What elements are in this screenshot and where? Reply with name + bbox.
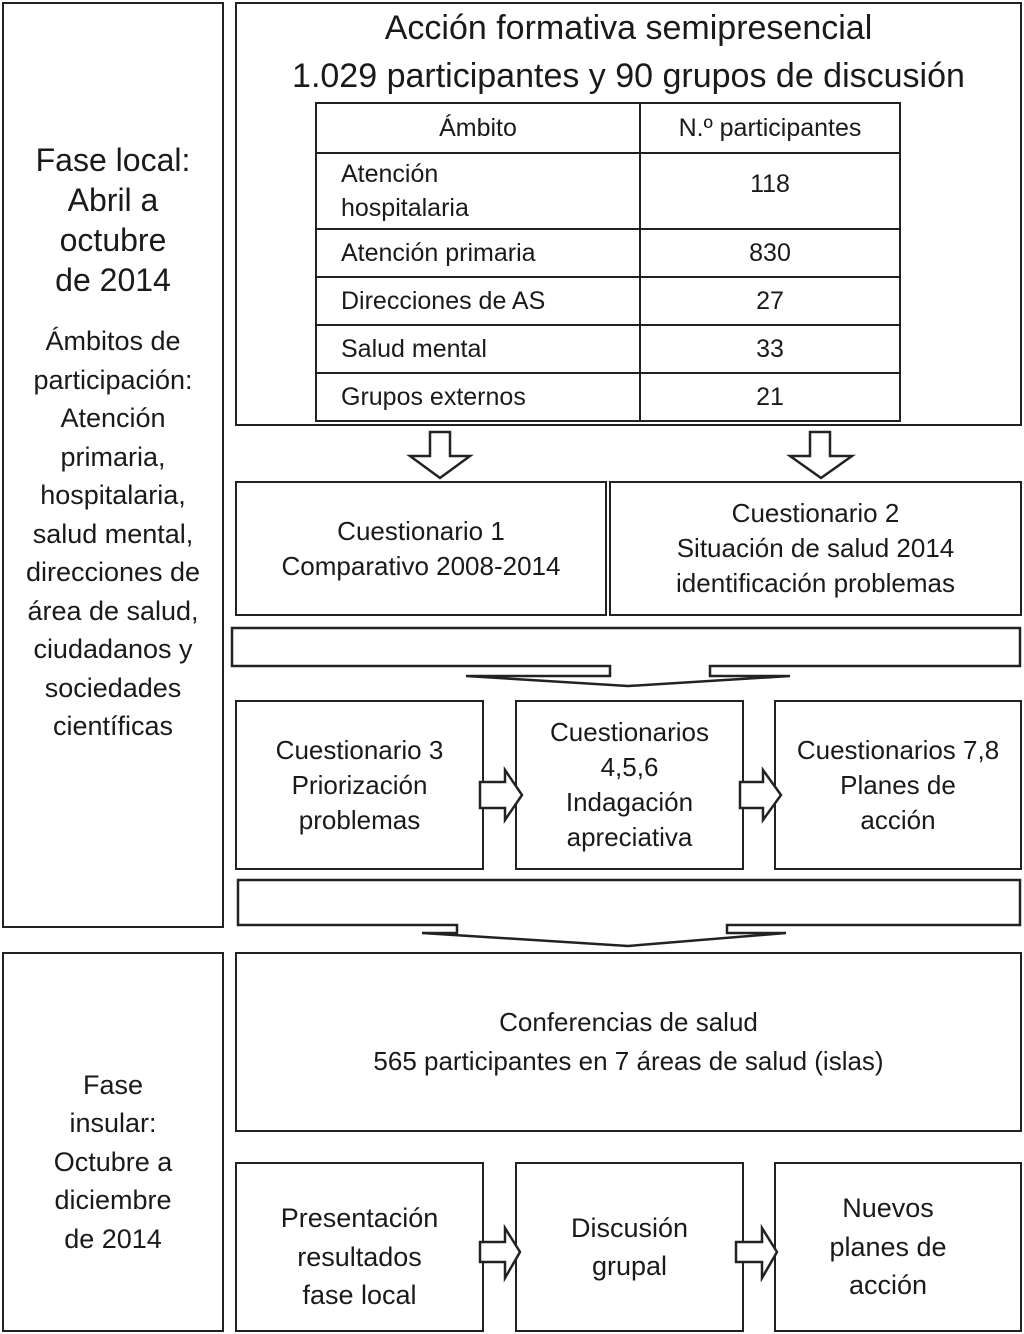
health-conferences-title: Conferencias de salud [499,1007,758,1037]
questionnaire-1-desc: Comparativo 2008-2014 [281,550,561,581]
island-phase-title: de 2014 [64,1223,162,1254]
questionnaires-4-5-6-desc: apreciativa [566,822,693,852]
training-title: Acción formativa semipresencial [384,9,873,47]
questionnaire-3-title: Cuestionario 3 [275,734,444,765]
merge-arrow-icon [232,628,1020,686]
group-discussion-text: grupal [591,1251,668,1281]
presentation-text: resultados [297,1241,422,1272]
local-phase-scope: Ámbitos de [45,326,181,356]
questionnaire-1-title: Cuestionario 1 [337,515,505,546]
questionnaires-7-8-desc: Planes de [840,769,956,800]
new-action-plans-text: planes de [829,1231,947,1262]
questionnaires-4-5-6-desc: Indagación [565,787,694,817]
questionnaires-4-5-6-title: 4,5,6 [600,752,659,782]
island-phase-title: diciembre [54,1185,172,1216]
local-phase-title: Abril a [67,182,159,218]
down-arrow-icon [410,432,470,478]
local-phase-scope: área de salud, [27,595,199,626]
questionnaires-4-5-6-title: Cuestionarios [550,717,709,747]
group-discussion-text: Discusión [570,1212,689,1243]
right-arrow-icon [480,1228,520,1278]
presentation-text: fase local [302,1280,417,1311]
scope-cell: Grupos externos [316,373,640,421]
questionnaire-3-desc: Priorización [291,769,428,800]
merge-arrow-icon [238,880,1020,946]
health-conferences-desc: 565 participantes en 7 áreas de salud (islas) [373,1046,884,1076]
island-phase-title: Octubre a [53,1146,173,1177]
local-phase-scope: direcciones de [25,557,201,587]
training-subtitle: 1.029 participantes y 90 grupos de discusión [292,57,965,95]
island-phase-title: insular: [69,1108,157,1139]
questionnaires-7-8-desc: acción [860,804,936,835]
local-phase-scope: primaria, [60,441,166,472]
right-arrow-icon [480,770,522,820]
local-phase-title: Fase local: [35,142,191,178]
scope-cell: Atención primaria [316,229,640,277]
questionnaire-2-title: Cuestionario 2 [731,498,900,528]
questionnaire-2-desc: identificación problemas [676,568,955,598]
new-action-plans-text: Nuevos [842,1193,934,1224]
island-phase-title: Fase [82,1069,144,1100]
count-cell: 830 [640,229,900,277]
count-cell: 27 [640,277,900,325]
scope-line: hospitalaria [341,194,469,222]
local-phase-scope: científicas [52,711,174,741]
local-phase-title: octubre [59,222,167,258]
column-header-scope: Ámbito [316,103,640,153]
right-arrow-icon [740,770,781,820]
local-phase-scope: participación: [33,364,193,395]
local-phase-scope: hospitalaria, [40,480,186,510]
count-cell: 118 [640,153,900,229]
questionnaire-2-desc: Situación de salud 2014 [676,533,955,563]
questionnaires-7-8-title: Cuestionarios 7,8 [796,734,1000,765]
scope-line: Atención [341,160,439,188]
local-phase-title: de 2014 [55,262,171,298]
down-arrow-icon [790,432,852,478]
local-phase-scope: ciudadanos y [33,634,193,664]
local-phase-scope: salud mental, [32,518,194,549]
scope-cell: Direcciones de AS [316,277,640,325]
right-arrow-icon [736,1228,777,1278]
count-cell: 33 [640,325,900,373]
new-action-plans-text: acción [848,1270,928,1301]
presentation-text: Presentación [280,1203,439,1234]
local-phase-scope: sociedades [44,672,182,703]
scope-cell: Salud mental [316,325,640,373]
column-header-count: N.º participantes [640,103,900,153]
questionnaire-3-desc: problemas [298,804,421,835]
local-phase-scope: Atención [60,403,166,433]
count-cell: 21 [640,373,900,421]
